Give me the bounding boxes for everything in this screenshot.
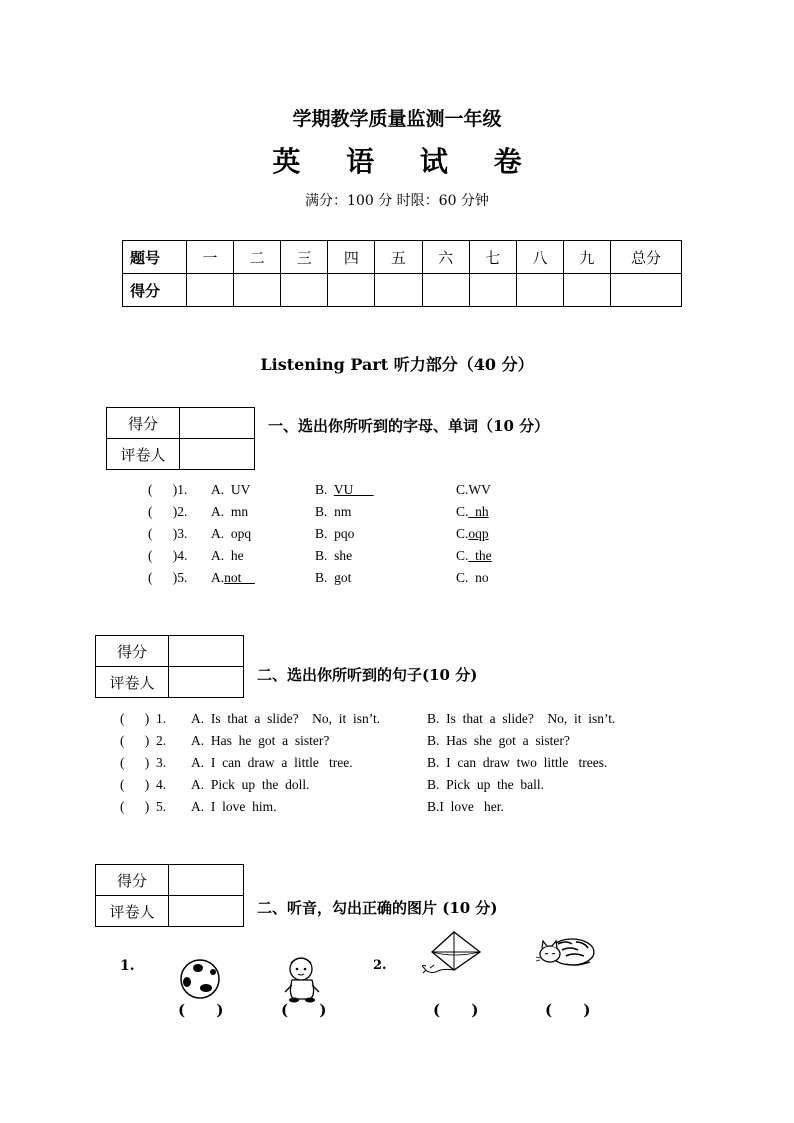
score-table-col: 五 [375, 241, 422, 274]
option-text: pqo [334, 526, 355, 541]
question-paren[interactable]: ( ) 1. [120, 711, 167, 726]
question-paren[interactable]: ( ) 4. [120, 777, 167, 792]
score-cell[interactable] [375, 274, 422, 307]
score-table-col-total: 总分 [611, 241, 682, 274]
score-table-col: 一 [187, 241, 234, 274]
listening-part-title: Listening Part 听力部分（40 分） [260, 355, 534, 374]
grade-box-grader-cell[interactable] [169, 667, 244, 698]
answer-paren[interactable]: ( ) [178, 1001, 224, 1019]
option-prefix: C. [456, 482, 469, 497]
option-b[interactable] [315, 482, 374, 498]
score-cell[interactable] [516, 274, 563, 307]
option-text: the [468, 548, 492, 563]
option-b[interactable] [315, 548, 352, 564]
option-text: no [475, 570, 489, 585]
question-paren[interactable]: ( )1. [148, 482, 188, 497]
grade-box-score-label: 得分 [96, 865, 169, 896]
option-prefix: A. [211, 570, 225, 585]
option-b[interactable] [315, 570, 351, 586]
option-text: WV [468, 482, 491, 497]
option-text: VU [333, 482, 374, 497]
score-table-col: 六 [422, 241, 469, 274]
answer-paren[interactable]: ( ) [433, 1001, 479, 1019]
option-b[interactable]: B.I love her. [427, 799, 504, 814]
score-table-col: 八 [516, 241, 563, 274]
option-text: not [224, 570, 255, 585]
option-c[interactable] [456, 482, 491, 498]
option-text: nm [334, 504, 352, 519]
option-prefix: B. [315, 504, 335, 519]
score-table-header-row [123, 241, 682, 274]
score-cell[interactable] [563, 274, 610, 307]
option-prefix: B. [315, 548, 335, 563]
exam-subject-title: 英 语 试 卷 [272, 145, 540, 178]
ball-picture-icon[interactable] [176, 958, 224, 1000]
question-paren[interactable]: ( ) 2. [120, 733, 167, 748]
option-text: nh [468, 504, 489, 519]
grade-box-grader-label: 评卷人 [96, 896, 169, 927]
option-a[interactable]: A. I can draw a little tree. [191, 755, 353, 770]
score-table-score-row [123, 274, 682, 307]
option-a[interactable]: A. Has he got a sister? [191, 733, 330, 748]
option-b[interactable] [315, 504, 351, 520]
doll-picture-icon[interactable] [280, 955, 324, 1003]
score-table-col: 二 [234, 241, 281, 274]
option-c[interactable] [456, 548, 492, 564]
option-text: got [334, 570, 352, 585]
grade-box [95, 864, 244, 927]
option-prefix: C. [456, 548, 469, 563]
grade-box-score-cell[interactable] [169, 865, 244, 896]
score-cell[interactable] [422, 274, 469, 307]
score-cell[interactable] [469, 274, 516, 307]
cat-picture-icon[interactable] [536, 932, 598, 968]
score-table-col: 九 [563, 241, 610, 274]
question-paren[interactable]: ( ) 5. [120, 799, 167, 814]
option-prefix: C. [456, 570, 476, 585]
kite-picture-icon[interactable] [416, 928, 492, 978]
option-text: oqp [468, 526, 489, 541]
answer-paren[interactable]: ( ) [281, 1001, 327, 1019]
grade-box-grader-cell[interactable] [169, 896, 244, 927]
grade-box-score-cell[interactable] [180, 408, 255, 439]
option-c[interactable] [456, 504, 489, 520]
exam-info: 满分：100 分 时限：60 分钟 [305, 193, 489, 209]
grade-box-score-cell[interactable] [169, 636, 244, 667]
score-cell[interactable] [611, 274, 682, 307]
section2-title: 二、选出你所听到的句子(10 分) [257, 666, 478, 684]
question-number-2: 2. [373, 958, 387, 973]
question-paren[interactable]: ( )5. [148, 570, 188, 585]
score-table [122, 240, 682, 307]
grade-box-grader-cell[interactable] [180, 439, 255, 470]
score-cell[interactable] [281, 274, 328, 307]
option-a[interactable]: A. opq [211, 526, 252, 541]
score-table-col: 七 [469, 241, 516, 274]
question-number-1: 1. [120, 958, 135, 974]
score-cell[interactable] [328, 274, 375, 307]
section3-title: 二、听音，勾出正确的图片 (10 分) [257, 899, 498, 917]
option-a[interactable]: A. Is that a slide? No, it isn’t. [191, 711, 381, 726]
question-paren[interactable]: ( )3. [148, 526, 188, 541]
score-table-col: 四 [328, 241, 375, 274]
option-a[interactable] [211, 570, 255, 586]
option-a[interactable]: A. mn [211, 504, 249, 519]
question-paren[interactable]: ( ) 3. [120, 755, 167, 770]
option-b[interactable]: B. Is that a slide? No, it isn’t. [427, 711, 616, 726]
option-b[interactable] [315, 526, 354, 542]
grade-box-score-label: 得分 [107, 408, 180, 439]
option-c[interactable] [456, 526, 489, 542]
section1-title: 一、选出你所听到的字母、单词（10 分） [268, 417, 550, 435]
option-a[interactable]: A. I love him. [191, 799, 277, 814]
score-table-row-label: 得分 [123, 274, 187, 307]
option-b[interactable]: B. Pick up the ball. [427, 777, 544, 792]
grade-box-grader-label: 评卷人 [96, 667, 169, 698]
grade-box-score-label: 得分 [96, 636, 169, 667]
grade-box [95, 635, 244, 698]
question-paren[interactable]: ( )2. [148, 504, 188, 519]
question-paren[interactable]: ( )4. [148, 548, 188, 563]
score-table-col: 三 [281, 241, 328, 274]
exam-header-title: 学期教学质量监测一年级 [292, 108, 502, 130]
option-prefix: B. [315, 482, 334, 497]
option-c[interactable] [456, 570, 489, 586]
option-text: she [334, 548, 353, 563]
grade-box [106, 407, 255, 470]
option-b[interactable]: B. I can draw two little trees. [427, 755, 608, 770]
option-prefix: C. [456, 504, 469, 519]
option-a[interactable]: A. Pick up the doll. [191, 777, 310, 792]
score-table-row-label: 题号 [123, 241, 187, 274]
option-prefix: B. [315, 570, 335, 585]
option-a[interactable]: A. he [211, 548, 244, 563]
grade-box-grader-label: 评卷人 [107, 439, 180, 470]
score-cell[interactable] [234, 274, 281, 307]
option-b[interactable]: B. Has she got a sister? [427, 733, 570, 748]
option-a[interactable]: A. UV [211, 482, 251, 497]
option-prefix: B. [315, 526, 335, 541]
option-prefix: C. [456, 526, 469, 541]
answer-paren[interactable]: ( ) [545, 1001, 591, 1019]
score-cell[interactable] [187, 274, 234, 307]
